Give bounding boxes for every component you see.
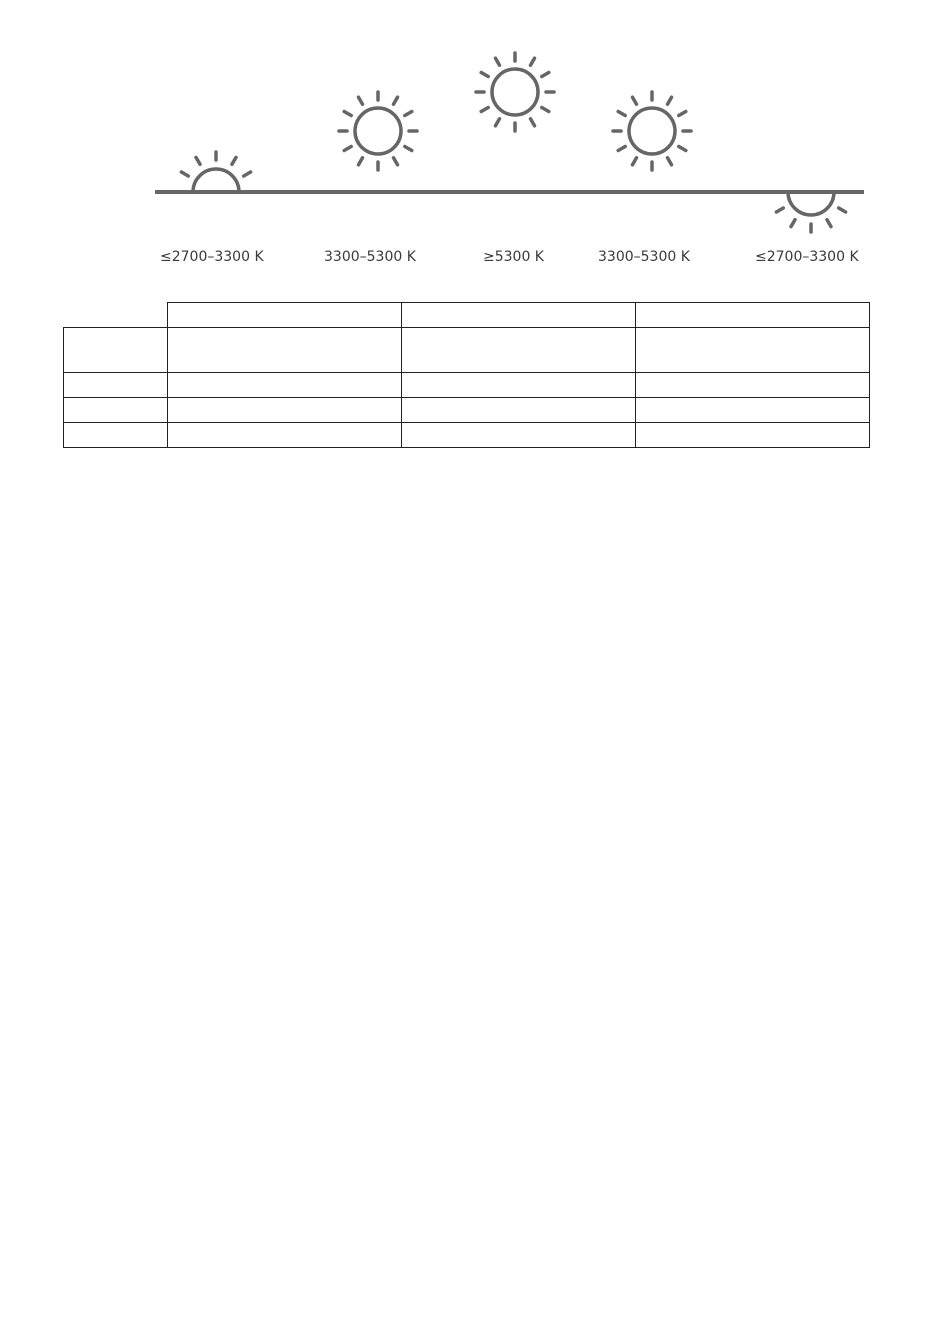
sun-disc [355,108,401,154]
sun-ray [196,157,200,164]
table-row [64,398,870,423]
sun-ray [344,112,351,116]
sun-ray [531,58,535,65]
sun-icon-afternoon [613,92,691,170]
sun-ray [344,147,351,151]
table-cell [635,328,869,373]
sun-ray [679,147,686,151]
sun-ray [531,119,535,126]
sun-ray [776,208,783,212]
sun-disc [788,192,834,215]
table-cell [401,303,635,328]
table-cell [635,303,869,328]
sun-ray [405,112,412,116]
sun-ray [359,97,363,104]
sun-icon-noon [476,53,554,131]
sun-disc [492,69,538,115]
table-cell [64,423,168,448]
sun-icon-rising [181,152,250,192]
empty-table [63,302,870,448]
sun-ray [394,158,398,165]
sun-ray [496,58,500,65]
sun-ray [232,157,236,164]
table-cell [167,303,401,328]
sun-ray [633,158,637,165]
sun-ray [405,147,412,151]
sun-ray [827,220,831,227]
sun-label-setting: ≤2700–3300 K [755,249,859,265]
table-cell [401,398,635,423]
table-cell [64,328,168,373]
table-cell [401,373,635,398]
table-row [64,303,870,328]
table-row [64,328,870,373]
table-row [64,373,870,398]
sun-icon-setting [776,192,845,232]
sun-ray [679,112,686,116]
sun-ray [633,97,637,104]
table-cell [167,423,401,448]
sun-ray [481,73,488,77]
sun-ray [618,112,625,116]
table-cell [167,398,401,423]
table-cell [635,423,869,448]
sun-ray [791,220,795,227]
table-cell [635,373,869,398]
table-cell [64,303,168,328]
sun-icon-morning [339,92,417,170]
sun-disc [193,169,239,192]
sun-label-morning: 3300–5300 K [324,249,416,265]
sun-ray [542,108,549,112]
sun-ray [481,108,488,112]
table-cell [401,423,635,448]
table-cell [401,328,635,373]
sun-label-noon: ≥5300 K [483,249,544,265]
sun-label-rising: ≤2700–3300 K [160,249,264,265]
table-cell [167,328,401,373]
table-row [64,423,870,448]
sun-ray [839,208,846,212]
table-cell [64,398,168,423]
table-cell [167,373,401,398]
sun-ray [542,73,549,77]
sun-ray [618,147,625,151]
sun-ray [496,119,500,126]
sun-ray [359,158,363,165]
sun-ray [244,172,251,176]
sun-label-afternoon: 3300–5300 K [598,249,690,265]
sun-diagram [0,0,933,290]
sun-ray [181,172,188,176]
sun-ray [394,97,398,104]
table-cell [64,373,168,398]
sun-ray [668,97,672,104]
sun-disc [629,108,675,154]
sun-ray [668,158,672,165]
table-cell [635,398,869,423]
